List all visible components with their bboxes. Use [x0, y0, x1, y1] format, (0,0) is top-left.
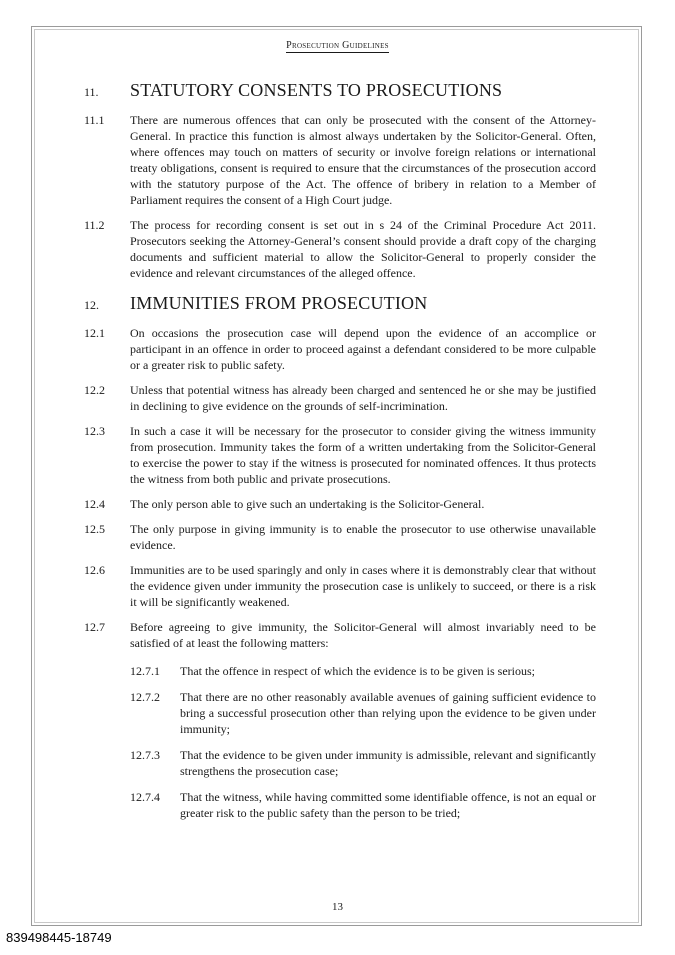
subparagraph-12-7-4: [130, 789, 596, 821]
subparagraph-number: 12.7.4: [130, 790, 160, 804]
subparagraph-text: That there are no other reasonably available avenues of gaining sufficient evidence to bring a successful prosecution other than relying upon the evidence to be given under immunity;: [180, 690, 596, 736]
section-title: IMMUNITIES FROM PROSECUTION: [130, 293, 428, 313]
subparagraph-number: 12.7.1: [130, 664, 160, 678]
subparagraph-12-7-2: [130, 689, 596, 737]
subparagraph-number: 12.7.2: [130, 690, 160, 704]
paragraph-number: 11.1: [84, 113, 105, 127]
paragraph-number: 12.2: [84, 383, 105, 397]
paragraph-12-5: [84, 521, 596, 553]
page-number: 13: [332, 901, 343, 913]
paragraph-number: 12.1: [84, 326, 105, 340]
section-title: STATUTORY CONSENTS TO PROSECUTIONS: [130, 80, 503, 100]
paragraph-number: 11.2: [84, 218, 105, 232]
document-body: [84, 80, 596, 831]
subparagraph-text: That the evidence to be given under immunity is admissible, relevant and significantly strengthens the prosecution case;: [180, 748, 596, 778]
paragraph-text: On occasions the prosecution case will depend upon the evidence of an accomplice or participant in an offence in order to proceed against a defendant considered to be more culpable or a greater risk to public safety.: [130, 326, 596, 372]
running-header-text: Prosecution Guidelines: [286, 40, 389, 51]
paragraph-12-4: [84, 496, 596, 512]
paragraph-number: 12.6: [84, 563, 105, 577]
section-number: 11.: [84, 85, 99, 99]
subparagraph-12-7-1: [130, 663, 596, 679]
paragraph-text: In such a case it will be necessary for the prosecutor to consider giving the witness immunity from prosecution. Immunity takes the form of a written undertaking from the Solicitor-General to exercise the power to stay if the witness is prosecuted for nominated offences. It thus protects the witness from both public and private prosecutions.: [130, 424, 596, 486]
subparagraph-text: That the witness, while having committed some identifiable offence, is not an equal or greater risk to the public safety than the person to be tried;: [180, 790, 596, 820]
section-number: 12.: [84, 298, 99, 312]
paragraph-12-2: [84, 382, 596, 414]
paragraph-text: Before agreeing to give immunity, the Solicitor-General will almost invariably need to be satisfied of at least the following matters:: [130, 620, 596, 650]
paragraph-text: There are numerous offences that can only be prosecuted with the consent of the Attorney-General. In practice this function is almost always undertaken by the Solicitor-General. Often, where offences may touch on matters of security or involve foreign relations or international treaty obligations, consent is required to ensure that the circumstances of the prosecution accord with the statutory purpose of the Act. The offence of bribery in relation to a Member of Parliament requires the consent of a High Court judge.: [130, 113, 596, 207]
document-id: 839498445-18749: [6, 930, 112, 945]
paragraph-11-2: [84, 217, 596, 281]
paragraph-number: 12.5: [84, 522, 105, 536]
paragraph-12-3: [84, 423, 596, 487]
paragraph-number: 12.7: [84, 620, 105, 634]
paragraph-number: 12.4: [84, 497, 105, 511]
paragraph-12-1: [84, 325, 596, 373]
paragraph-12-7: [84, 619, 596, 651]
subparagraph-text: That the offence in respect of which the evidence is to be given is serious;: [180, 664, 535, 678]
paragraph-11-1: [84, 112, 596, 208]
section-heading-12: [84, 293, 596, 314]
paragraph-text: The only purpose in giving immunity is to enable the prosecutor to use otherwise unavailable evidence.: [130, 522, 596, 552]
subparagraph-number: 12.7.3: [130, 748, 160, 762]
paragraph-text: The process for recording consent is set out in s 24 of the Criminal Procedure Act 2011. Prosecutors seeking the Attorney-General’s consent should provide a draft copy of the charging documents and sufficient material to allow the Solicitor-General to properly consider the evidence and relevant circumstances of the alleged offence.: [130, 218, 596, 280]
paragraph-text: Immunities are to be used sparingly and only in cases where it is demonstrably clear that without the evidence given under immunity the prosecution case is unlikely to succeed, or there is a risk it will be significantly weakened.: [130, 563, 596, 609]
subparagraph-12-7-3: [130, 747, 596, 779]
paragraph-number: 12.3: [84, 424, 105, 438]
running-header: [0, 40, 675, 53]
paragraph-text: The only person able to give such an undertaking is the Solicitor-General.: [130, 497, 485, 511]
paragraph-text: Unless that potential witness has already been charged and sentenced he or she may be justified in declining to give evidence on the grounds of self-incrimination.: [130, 383, 596, 413]
paragraph-12-6: [84, 562, 596, 610]
section-heading-11: [84, 80, 596, 101]
